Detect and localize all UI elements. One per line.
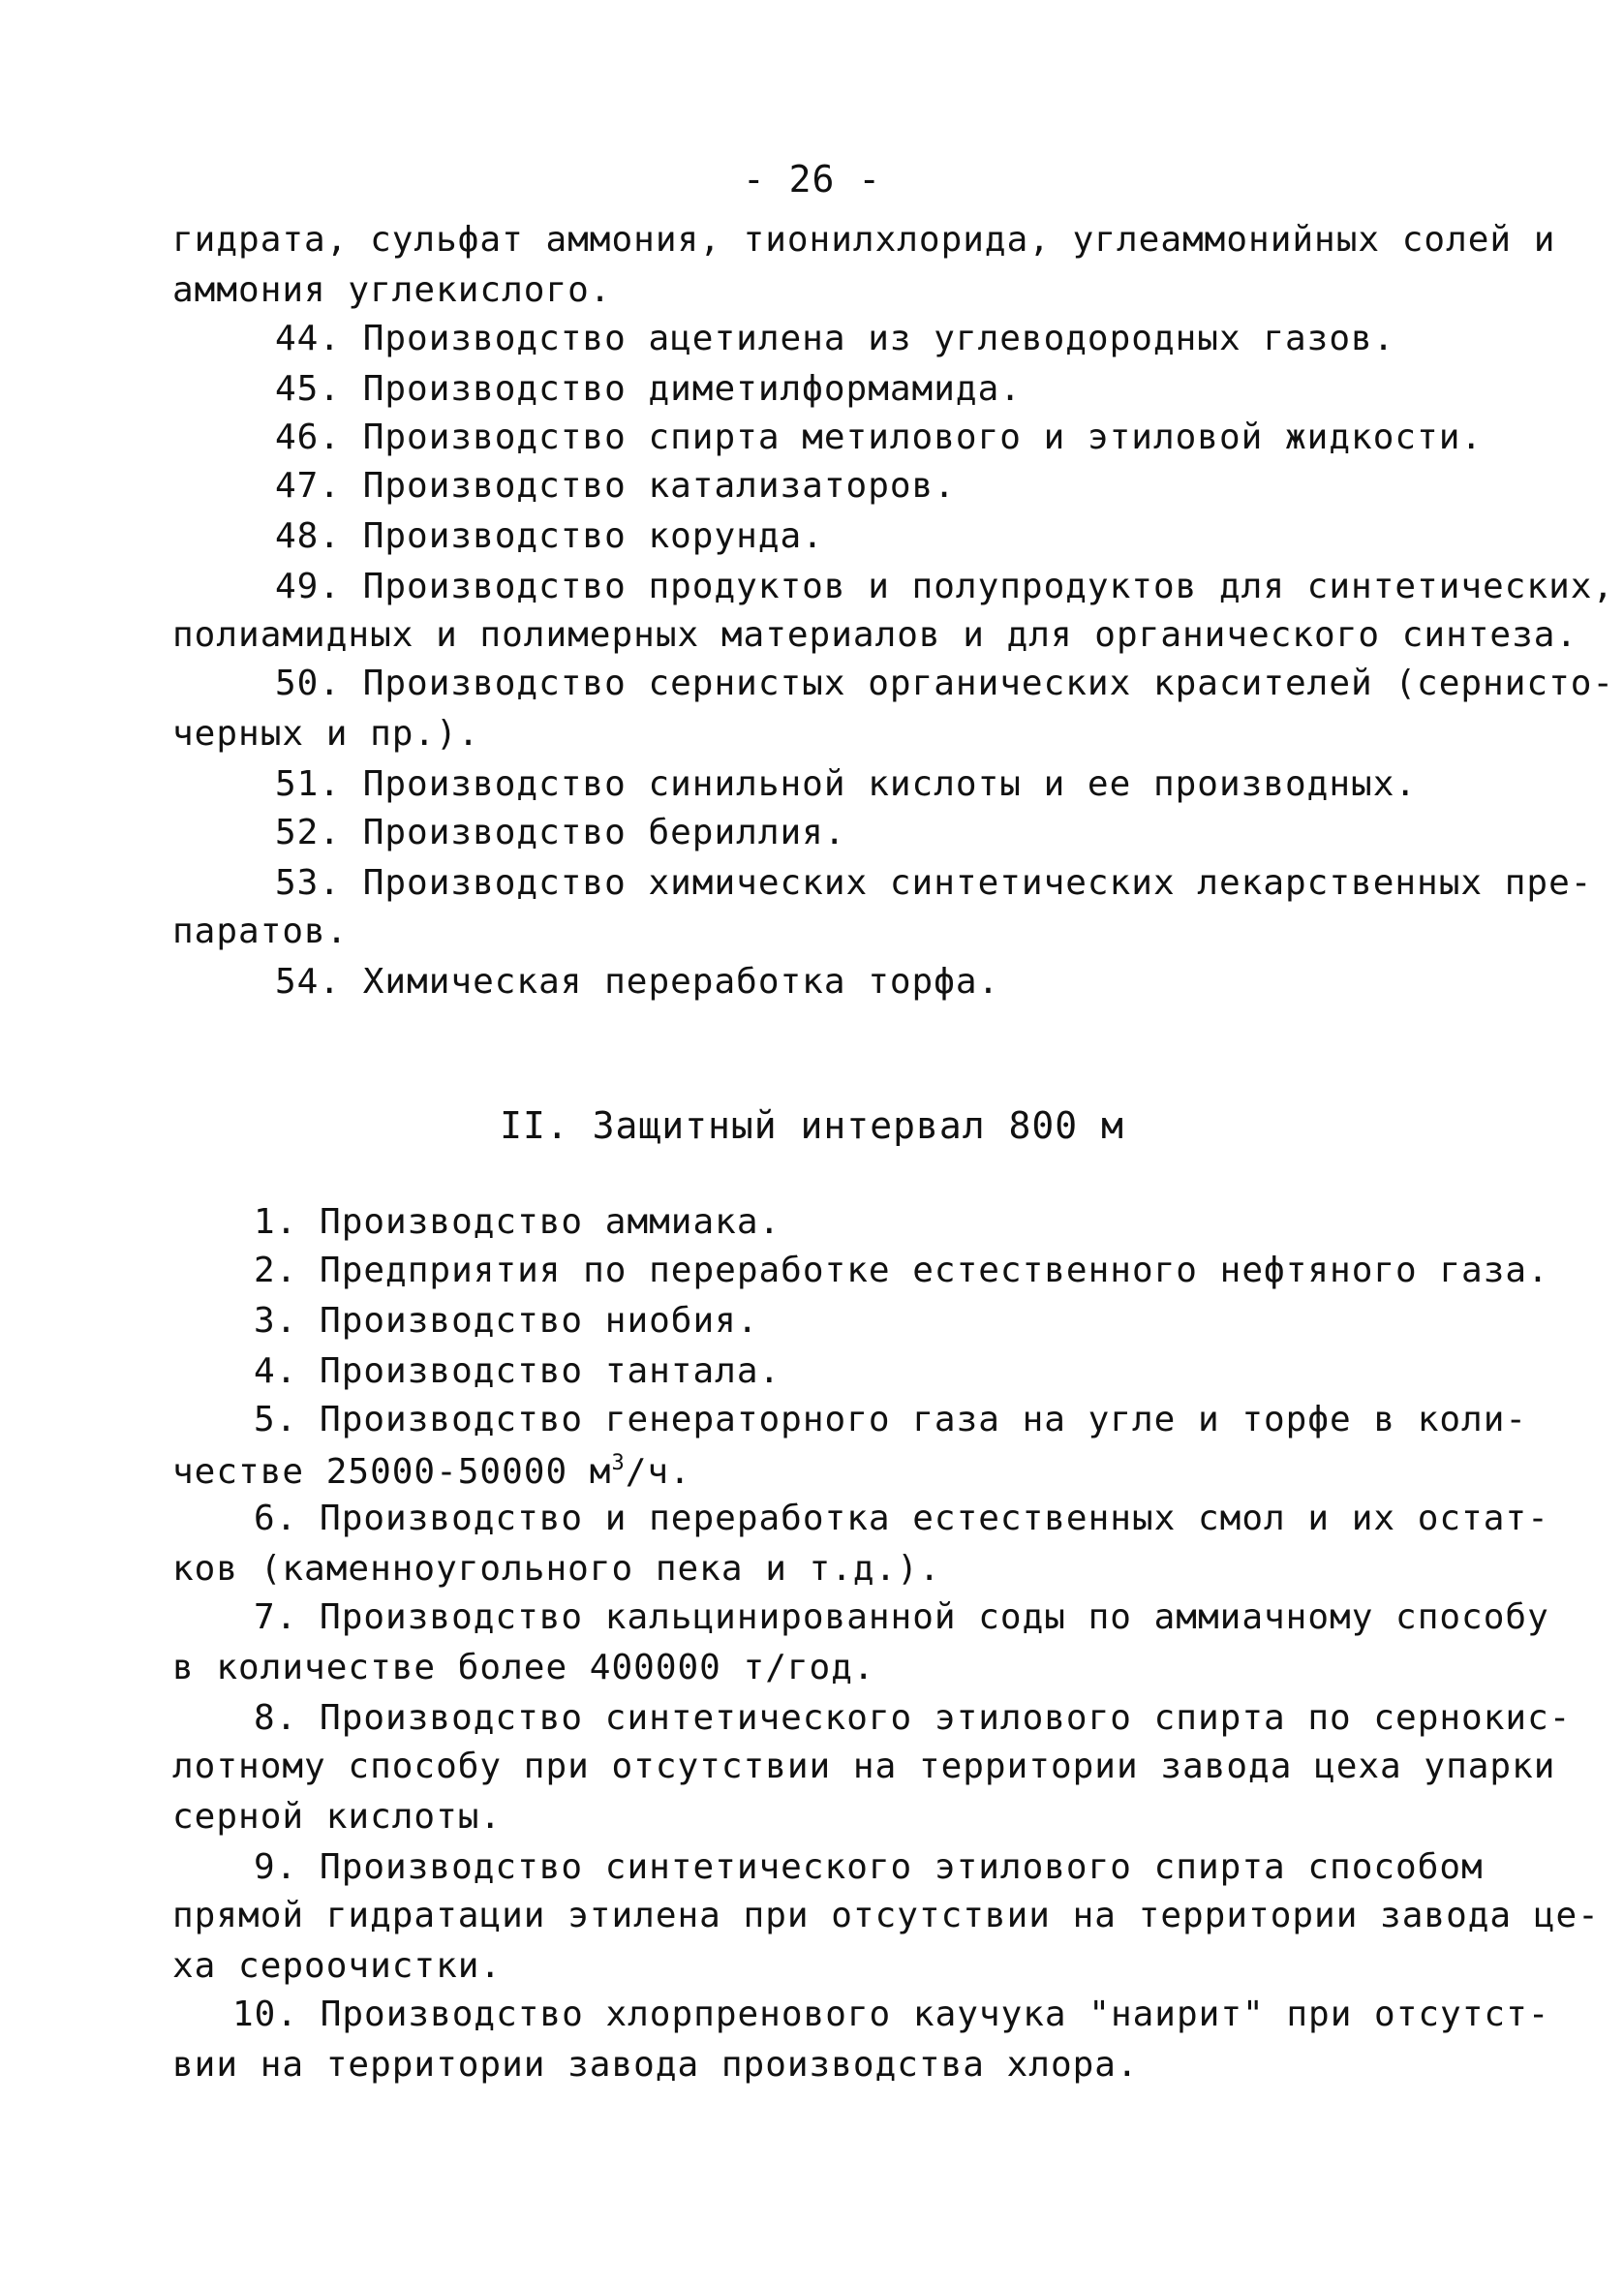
unit-tail: /ч. <box>625 1452 691 1492</box>
list-item: 6. Производство и переработка естественных смол и их остат- <box>254 1499 1549 1538</box>
continuation-line: аммония углекислого. <box>172 270 612 310</box>
list-item: 44. Производство ацетилена из углеводородных газов. <box>275 319 1395 358</box>
list-item-continuation <box>172 1453 691 1490</box>
list-item: 48. Производство корунда. <box>275 516 824 556</box>
list-item: 54. Химическая переработка торфа. <box>275 962 1000 1002</box>
continuation-line: гидрата, сульфат аммония, тионилхлорида, углеаммонийных солей и <box>172 220 1556 260</box>
list-item-continuation: в количестве более 400000 т/год. <box>172 1648 875 1687</box>
list-item: 45. Производство диметилформамида. <box>275 369 1022 409</box>
list-item-continuation: ков (каменноугольного пека и т.д.). <box>172 1549 941 1589</box>
list-item: 4. Производство тантала. <box>254 1351 781 1391</box>
list-item-continuation: серной кислоты. <box>172 1797 503 1837</box>
list-item-continuation: черных и пр.). <box>172 714 480 754</box>
list-item: 3. Производство ниобия. <box>254 1301 759 1341</box>
quantity-text: честве 25000-50000 м <box>172 1452 612 1492</box>
list-item: 8. Производство синтетического этилового спирта по сернокис- <box>254 1698 1572 1738</box>
page-number: - 26 - <box>742 158 882 201</box>
list-item-continuation: вии на территории завода производства хлора. <box>172 2045 1139 2085</box>
list-item: 53. Производство химических синтетических лекарственных пре- <box>275 863 1593 903</box>
list-item-continuation: паратов. <box>172 912 349 951</box>
list-item: 46. Производство спирта метилового и этиловой жидкости. <box>275 418 1484 457</box>
list-item-continuation: прямой гидратации этилена при отсутствии на территории завода це- <box>172 1896 1600 1935</box>
list-item: 10. Производство хлорпренового каучука "наирит" при отсутст- <box>232 1995 1550 2034</box>
list-item: 7. Производство кальцинированной соды по аммиачному способу <box>254 1597 1549 1637</box>
unit-superscript: 3 <box>611 1451 626 1475</box>
list-item: 50. Производство сернистых органических красителей (сернисто- <box>275 664 1615 703</box>
list-item: 5. Производство генераторного газа на угле и торфе в коли- <box>254 1400 1528 1439</box>
list-item: 47. Производство катализаторов. <box>275 466 956 506</box>
list-item: 1. Производство аммиака. <box>254 1202 781 1242</box>
list-item: 49. Производство продуктов и полупродуктов для синтетических, <box>275 567 1615 606</box>
list-item: 9. Производство синтетического этилового спирта способом <box>254 1847 1484 1887</box>
list-item: 52. Производство бериллия. <box>275 813 846 852</box>
list-item: 2. Предприятия по переработке естественного нефтяного газа. <box>254 1251 1549 1290</box>
list-item-continuation: ха сероочистки. <box>172 1946 503 1986</box>
section-heading: II. Защитный интервал 800 м <box>500 1104 1124 1147</box>
list-item: 51. Производство синильной кислоты и ее производных. <box>275 764 1418 804</box>
list-item-continuation: полиамидных и полимерных материалов и для органического синтеза. <box>172 615 1578 655</box>
list-item-continuation: лотному способу при отсутствии на территории завода цеха упарки <box>172 1747 1556 1786</box>
